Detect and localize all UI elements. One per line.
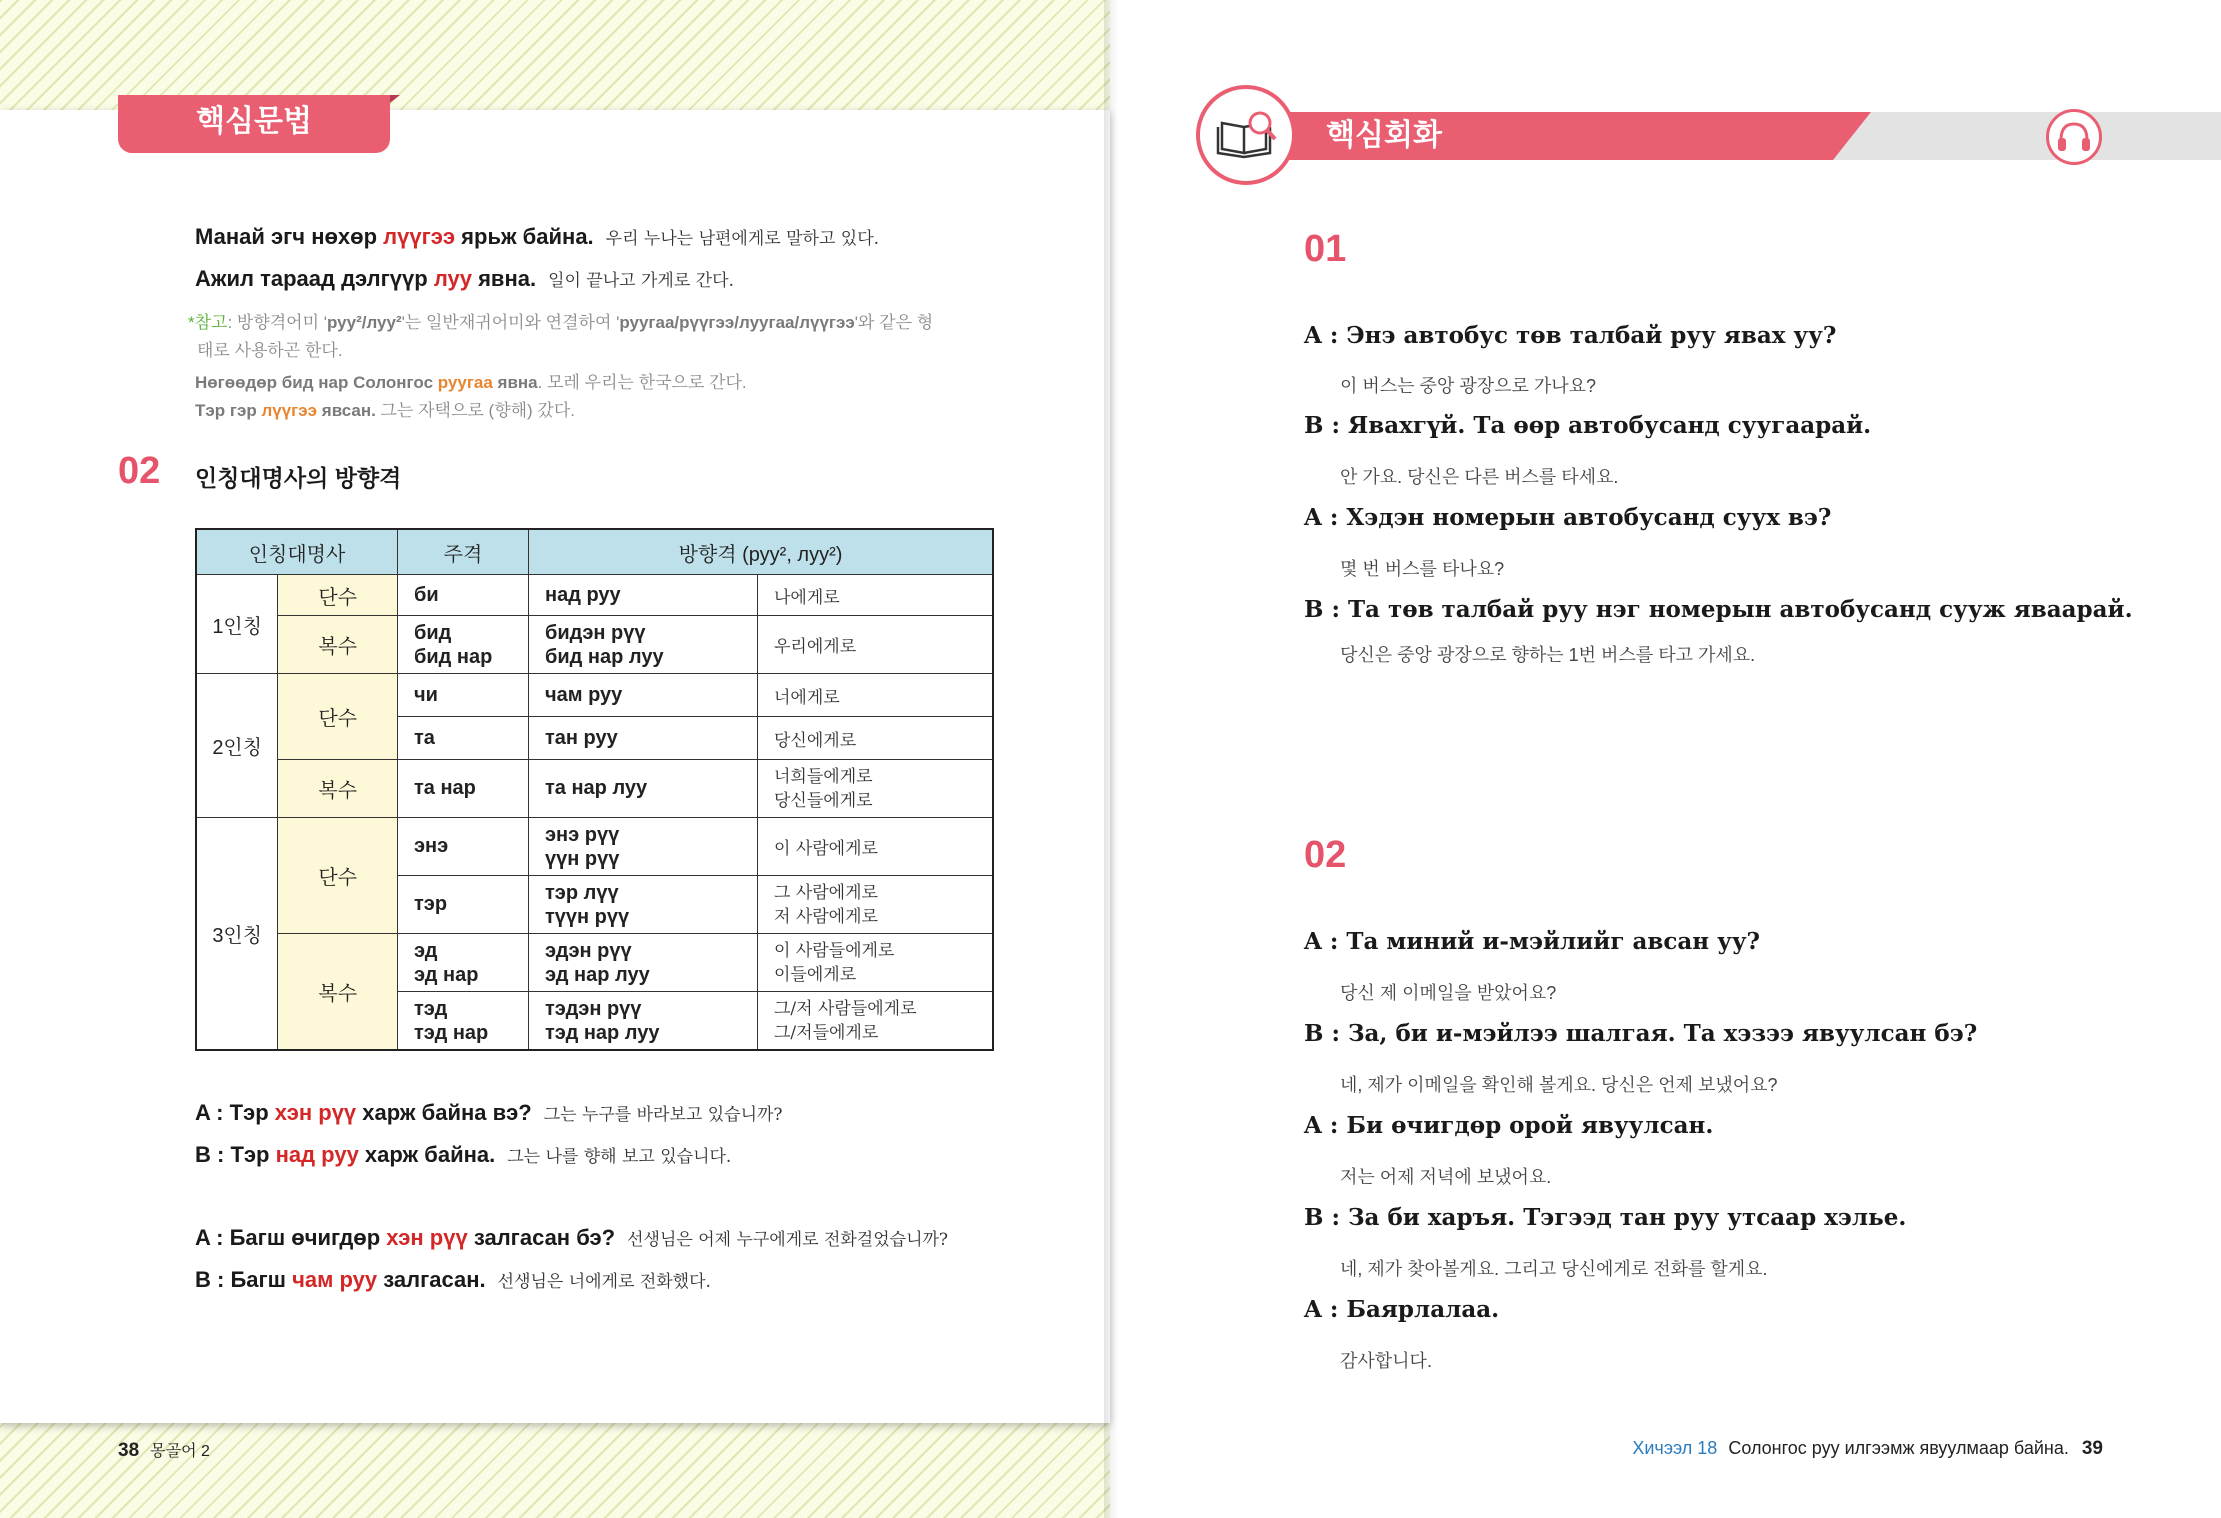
page-number: 38 bbox=[118, 1440, 140, 1461]
dialog-translation: 감사합니다. bbox=[1340, 1351, 1432, 1371]
note-translation: . 모레 우리는 한국으로 간다. bbox=[537, 373, 747, 392]
example-text: B : Багш bbox=[195, 1267, 293, 1292]
directional-cell: энэ рүү үүн рүү bbox=[529, 818, 758, 876]
dialog-line: B : За, би и-мэйлээ шалгая. Та хэзээ явуулсан бэ? bbox=[1304, 1020, 1978, 1047]
dialog-number-1: 01 bbox=[1304, 228, 1347, 270]
nominative-cell: тэр bbox=[398, 876, 529, 934]
translation-cell: 그/저 사람들에게로 그/저들에게로 bbox=[758, 992, 994, 1051]
translation-cell: 당신에게로 bbox=[758, 717, 994, 760]
person-cell: 1인칭 bbox=[196, 575, 278, 674]
nominative-cell: энэ bbox=[398, 818, 529, 876]
translation-cell: 너희들에게로 당신들에게로 bbox=[758, 760, 994, 818]
nominative-cell: та bbox=[398, 717, 529, 760]
note-bold: руу²/луу² bbox=[327, 313, 402, 332]
translation-cell: 너에게로 bbox=[758, 674, 994, 717]
example-highlight: чам руу bbox=[292, 1267, 378, 1292]
person-cell: 3인칭 bbox=[196, 818, 278, 1051]
dialog-translation: 안 가요. 당신은 다른 버스를 타세요. bbox=[1340, 467, 1619, 487]
example-line-2 bbox=[195, 1142, 731, 1168]
dialog-translation: 저는 어제 저녁에 보냈어요. bbox=[1340, 1167, 1552, 1187]
example-text: залгасан. bbox=[377, 1267, 486, 1292]
nominative-cell: би bbox=[398, 575, 529, 616]
note-highlight: лүүгээ bbox=[261, 401, 318, 420]
example-translation: 그는 누구를 바라보고 있습니까? bbox=[543, 1105, 783, 1125]
table-header: 인칭대명사 bbox=[196, 529, 398, 575]
directional-cell: эдэн рүү эд нар луу bbox=[529, 934, 758, 992]
number-cell: 단수 bbox=[278, 575, 398, 616]
nominative-cell: бид бид нар bbox=[398, 616, 529, 674]
number-cell: 복수 bbox=[278, 934, 398, 1051]
directional-cell: бидэн рүү бид нар луу bbox=[529, 616, 758, 674]
book-title: 몽골어 2 bbox=[150, 1443, 210, 1460]
note-line-1 bbox=[188, 308, 933, 333]
sentence-translation: 일이 끝나고 가게로 간다. bbox=[548, 271, 734, 291]
note-example-1 bbox=[195, 368, 747, 393]
example-text: B : Тэр bbox=[195, 1142, 276, 1167]
note-highlight: руугаа bbox=[437, 373, 493, 392]
note-bold: Нөгөөдөр бид нар Солонгос bbox=[195, 373, 438, 392]
example-highlight: хэн рүү bbox=[274, 1100, 357, 1125]
header-gray-band bbox=[1812, 112, 2221, 160]
sentence-text: Манай эгч нөхөр bbox=[195, 224, 384, 249]
dialog-line: A : Хэдэн номерын автобусанд суух вэ? bbox=[1304, 504, 1832, 531]
directional-cell: тан руу bbox=[529, 717, 758, 760]
right-footer bbox=[1632, 1438, 2103, 1460]
dialog-line: A : Та миний и-мэйлийг авсан уу? bbox=[1304, 928, 1761, 955]
dialog-line: B : Та төв талбай руу нэг номерын автобусанд сууж яваарай. bbox=[1304, 596, 2133, 623]
directional-cell: над руу bbox=[529, 575, 758, 616]
header-bar-end bbox=[1833, 112, 1871, 160]
directional-cell: та нар луу bbox=[529, 760, 758, 818]
lesson-number: Хичээл 18 bbox=[1632, 1438, 1718, 1458]
example-line-4 bbox=[195, 1267, 711, 1293]
book-search-icon bbox=[1196, 85, 1296, 185]
example-text: харж байна вэ? bbox=[356, 1100, 532, 1125]
dialog-line: A : Би өчигдөр орой явуулсан. bbox=[1304, 1112, 1714, 1139]
grammar-sentence-2 bbox=[195, 266, 734, 292]
note-bold: явсан. bbox=[317, 401, 376, 420]
note-translation: 그는 자택으로 (향해) 갔다. bbox=[375, 401, 575, 420]
note-bold: явна bbox=[492, 373, 538, 392]
translation-cell: 이 사람들에게로 이들에게로 bbox=[758, 934, 994, 992]
person-cell: 2인칭 bbox=[196, 674, 278, 818]
translation-cell: 우리에게로 bbox=[758, 616, 994, 674]
nominative-cell: чи bbox=[398, 674, 529, 717]
dialog-translation: 이 버스는 중앙 광장으로 가나요? bbox=[1340, 376, 1597, 396]
note-example-2 bbox=[195, 396, 575, 421]
pronoun-table bbox=[195, 528, 994, 1051]
example-line-3 bbox=[195, 1225, 948, 1251]
table-header: 주격 bbox=[398, 529, 529, 575]
dialog-line: A : Баярлалаа. bbox=[1304, 1296, 1500, 1323]
example-translation: 선생님은 너에게로 전화했다. bbox=[497, 1272, 711, 1292]
sentence-text: Ажил тараад дэлгүүр bbox=[195, 266, 434, 291]
example-line-1 bbox=[195, 1100, 783, 1126]
grammar-tab-label: 핵심문법 bbox=[196, 105, 312, 138]
dialog-line: A : Энэ автобус төв талбай руу явах уу? bbox=[1304, 322, 1837, 349]
dialog-translation: 몇 번 버스를 타나요? bbox=[1340, 559, 1505, 579]
dialog-translation: 당신은 중앙 광장으로 향하는 1번 버스를 타고 가세요. bbox=[1340, 645, 1756, 665]
sentence-highlight: луу bbox=[433, 266, 472, 291]
number-cell: 복수 bbox=[278, 616, 398, 674]
directional-cell: тэдэн рүү тэд нар луу bbox=[529, 992, 758, 1051]
book-gutter bbox=[1104, 0, 1118, 1518]
note-text: '는 일반재귀어미와 연결하여 ' bbox=[401, 313, 620, 332]
lesson-title: Солонгос руу илгээмж явуулмаар байна. bbox=[1728, 1438, 2069, 1458]
number-cell: 단수 bbox=[278, 674, 398, 760]
example-translation: 그는 나를 향해 보고 있습니다. bbox=[507, 1147, 732, 1167]
sentence-text: явна. bbox=[471, 266, 537, 291]
left-footer bbox=[118, 1438, 210, 1462]
sentence-highlight: лүүгээ bbox=[383, 224, 456, 249]
nominative-cell: та нар bbox=[398, 760, 529, 818]
headphones-icon[interactable] bbox=[2046, 109, 2102, 165]
dialog-line: B : Явахгүй. Та өөр автобусанд суугаарай. bbox=[1304, 412, 1872, 439]
page-number: 39 bbox=[2081, 1438, 2103, 1459]
example-translation: 선생님은 어제 누구에게로 전화걸었습니까? bbox=[627, 1230, 949, 1250]
note-text: '와 같은 형 bbox=[854, 313, 934, 332]
section-title: 인칭대명사의 방향격 bbox=[195, 465, 402, 491]
example-text: харж байна. bbox=[358, 1142, 496, 1167]
note-line-2: 태로 사용하곤 한다. bbox=[197, 341, 343, 360]
dialog-translation: 네, 제가 찾아볼게요. 그리고 당신에게로 전화를 할게요. bbox=[1340, 1259, 1768, 1279]
translation-cell: 그 사람에게로 저 사람에게로 bbox=[758, 876, 994, 934]
grammar-sentence-1 bbox=[195, 224, 879, 250]
example-highlight: хэн рүү bbox=[386, 1225, 468, 1250]
number-cell: 복수 bbox=[278, 760, 398, 818]
note-bold: Тэр гэр bbox=[195, 401, 262, 420]
example-text: A : Багш өчигдөр bbox=[195, 1225, 387, 1250]
translation-cell: 이 사람에게로 bbox=[758, 818, 994, 876]
example-text: A : Тэр bbox=[195, 1100, 275, 1125]
directional-cell: тэр лүү түүн рүү bbox=[529, 876, 758, 934]
number-cell: 단수 bbox=[278, 818, 398, 934]
dialog-translation: 네, 제가 이메일을 확인해 볼게요. 당신은 언제 보냈어요? bbox=[1340, 1075, 1778, 1095]
note-mark: *참고 bbox=[188, 313, 228, 332]
nominative-cell: эд эд нар bbox=[398, 934, 529, 992]
dialog-number-2: 02 bbox=[1304, 834, 1347, 876]
sentence-text: ярьж байна. bbox=[455, 224, 594, 249]
directional-cell: чам руу bbox=[529, 674, 758, 717]
dialog-line: B : За би харъя. Тэгээд тан руу утсаар хэлье. bbox=[1304, 1204, 1907, 1231]
example-text: залгасан бэ? bbox=[467, 1225, 616, 1250]
note-text: : 방향격어미 ' bbox=[227, 313, 327, 332]
nominative-cell: тэд тэд нар bbox=[398, 992, 529, 1051]
note-bold: руугаа/рүүгээ/луугаа/лүүгээ bbox=[619, 313, 855, 332]
translation-cell: 나에게로 bbox=[758, 575, 994, 616]
sentence-translation: 우리 누나는 남편에게로 말하고 있다. bbox=[605, 229, 880, 249]
dialog-translation: 당신 제 이메일을 받았어요? bbox=[1340, 983, 1557, 1003]
section-number: 02 bbox=[118, 450, 161, 492]
table-header: 방향격 (руу², луу²) bbox=[529, 529, 994, 575]
example-highlight: над руу bbox=[275, 1142, 359, 1167]
conversation-header-label: 핵심회화 bbox=[1326, 119, 1442, 152]
